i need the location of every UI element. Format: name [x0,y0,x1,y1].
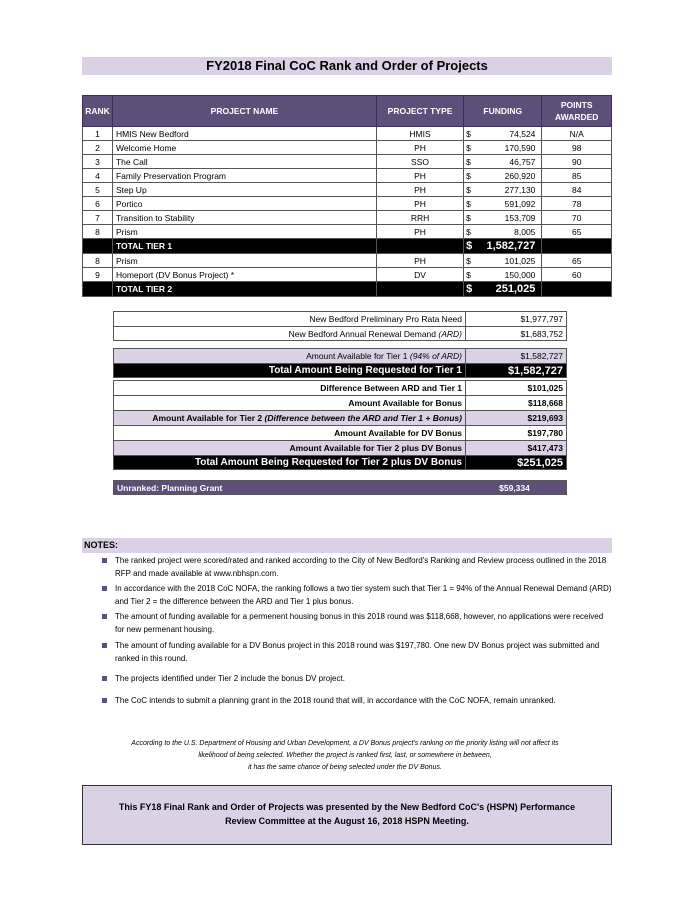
tier1-total-row [83,239,612,254]
bullet-icon [102,676,107,681]
page-title: FY2018 Final CoC Rank and Order of Projects [82,57,612,75]
rank-cell: 3 [83,155,113,169]
project-type-cell: PH [376,141,463,155]
pro-rata-summary [113,311,567,341]
project-type-cell: PH [376,254,463,268]
difference-value: $101,025 [527,383,563,393]
note-item: The projects identified under Tier 2 include the bonus DV project. [102,672,612,685]
funding-cell: 591,092 [478,197,542,211]
project-name-cell: Homeport (DV Bonus Project) * [112,268,376,282]
funding-cell: 46,757 [478,155,542,169]
tier2-available-label: Amount Available for Tier 2 (Difference between the ARD and Tier 1 + Bonus) [114,411,466,425]
rank-cell: 6 [83,197,113,211]
funding-dollar-cell: $ [464,141,478,155]
project-type-cell: RRH [376,211,463,225]
unranked-summary [113,480,567,495]
unranked-label: Unranked: Planning Grant [114,481,466,494]
difference-row [113,380,567,395]
dv-bonus-value: $197,780 [527,428,563,438]
tier1-available-row [113,348,567,363]
funding-dollar-cell: $ [464,211,478,225]
table-row [83,254,612,268]
tier2-total-row [83,282,612,297]
project-type-cell: HMIS [376,127,463,141]
points-cell: 84 [542,183,612,197]
funding-dollar-cell: $ [464,254,478,268]
tier1-total-funding: 1,582,727 [478,239,542,254]
rank-cell: 5 [83,183,113,197]
points-cell: N/A [542,127,612,141]
header-project-name: PROJECT NAME [112,96,376,127]
final-statement: This FY18 Final Rank and Order of Projects was presented by the New Bedford CoC's (HSPN) Performance Review Committee at the August 16, 2018 HSPN Meeting. [82,785,612,845]
points-cell: 78 [542,197,612,211]
table-row [83,197,612,211]
project-name-cell: Welcome Home [112,141,376,155]
funding-dollar-cell: $ [464,268,478,282]
ard-value: $1,683,752 [520,329,563,339]
project-type-cell: PH [376,225,463,239]
bullet-icon [102,558,107,563]
tier2-plus-dv-value: $417,473 [527,443,563,453]
pro-rata-need-label: New Bedford Preliminary Pro Rata Need [114,312,466,326]
tier2-requested-value: $251,025 [517,457,563,469]
dv-bonus-label: Amount Available for DV Bonus [114,426,466,440]
project-type-cell: PH [376,169,463,183]
pro-rata-need-row [113,311,567,326]
project-name-cell: The Call [112,155,376,169]
project-type-cell: PH [376,183,463,197]
tier2-plus-dv-label: Amount Available for Tier 2 plus DV Bonus [114,441,466,455]
note-item: The CoC intends to submit a planning grant in the 2018 round that will, in accordance with the CoC NOFA, remain unranked. [102,694,612,707]
points-cell: 85 [542,169,612,183]
bonus-summary [113,380,567,470]
funding-dollar-cell: $ [464,155,478,169]
funding-cell: 260,920 [478,169,542,183]
notes-heading: NOTES: [82,538,612,553]
rank-cell: 8 [83,225,113,239]
table-row [83,169,612,183]
project-type-cell: PH [376,197,463,211]
table-row [83,183,612,197]
rank-cell: 8 [83,254,113,268]
tier1-total-label: TOTAL TIER 1 [112,239,376,254]
tier2-available-value: $219,693 [527,413,563,423]
project-name-cell: Portico [112,197,376,211]
pro-rata-need-value: $1,977,797 [520,314,563,324]
tier1-total-dollar: $ [464,239,478,254]
note-item: In accordance with the 2018 CoC NOFA, the ranking follows a two tier system such that Tier 1 = 94% of the Annual Renewal Demand (ARD) and Tier 2 = the difference between the ARD and Tier 1 plus bonus. [102,582,612,608]
project-name-cell: Step Up [112,183,376,197]
tier1-requested-row [113,363,567,378]
table-row [83,155,612,169]
bonus-row [113,395,567,410]
tier1-requested-value: $1,582,727 [507,365,563,377]
note-item: The amount of funding available for a permenent housing bonus in this 2018 round was $118,668, however, no applications were received for new permenant housing. [102,610,612,636]
header-project-type: PROJECT TYPE [376,96,463,127]
funding-dollar-cell: $ [464,225,478,239]
bonus-label: Amount Available for Bonus [114,396,466,410]
rank-cell: 4 [83,169,113,183]
funding-cell: 150,000 [478,268,542,282]
points-cell: 70 [542,211,612,225]
funding-cell: 8,005 [478,225,542,239]
rank-table [82,95,612,297]
header-funding: FUNDING [464,96,542,127]
bullet-icon [102,586,107,591]
rank-cell: 2 [83,141,113,155]
ard-label: New Bedford Annual Renewal Demand (ARD) [114,327,466,340]
tier2-requested-label: Total Amount Being Requested for Tier 2 plus DV Bonus [114,456,466,469]
note-item: The ranked project were scored/rated and ranked according to the City of New Bedford's Ranking and Review process outlined in the 2018 RFP and made available at www.nbhspn.com. [102,554,612,580]
dv-bonus-footnote: According to the U.S. Department of Housing and Urban Development, a DV Bonus project's ranking on the priority listing will not affect its likelihood of being selected. Whether the project is ranked first, last, or somewhere in between, it has the same chance of being selected under the DV Bonus. [131,740,559,771]
project-name-cell: Prism [112,254,376,268]
unranked-value: $59,334 [499,483,530,493]
project-name-cell: Transition to Stability [112,211,376,225]
funding-cell: 170,590 [478,141,542,155]
tier2-total-funding: 251,025 [478,282,542,297]
table-row [83,225,612,239]
unranked-row [113,480,567,495]
funding-dollar-cell: $ [464,127,478,141]
project-name-cell: HMIS New Bedford [112,127,376,141]
funding-dollar-cell: $ [464,197,478,211]
project-type-cell: SSO [376,155,463,169]
tier2-requested-row [113,455,567,470]
table-row [83,211,612,225]
tier1-available-value: $1,582,727 [520,351,563,361]
table-header [83,96,612,127]
rank-cell: 7 [83,211,113,225]
tier-summary [113,348,567,378]
tier1-rows [83,127,612,239]
ard-row [113,326,567,341]
funding-dollar-cell: $ [464,169,478,183]
bullet-icon [102,698,107,703]
bullet-icon [102,614,107,619]
rank-cell: 1 [83,127,113,141]
tier2-total-label: TOTAL TIER 2 [112,282,376,297]
project-name-cell: Family Preservation Program [112,169,376,183]
tier1-requested-label: Total Amount Being Requested for Tier 1 [114,364,466,377]
note-item: The amount of funding available for a DV Bonus project in this 2018 round was $197,780. One new DV Bonus project was submitted and ranked in this round. [102,639,612,665]
points-cell: 98 [542,141,612,155]
points-cell: 65 [542,225,612,239]
project-name-cell: Prism [112,225,376,239]
funding-dollar-cell: $ [464,183,478,197]
dv-bonus-row [113,425,567,440]
table-row [83,127,612,141]
table-row [83,141,612,155]
funding-cell: 277,130 [478,183,542,197]
tier2-plus-dv-row [113,440,567,455]
tier2-rows [83,254,612,282]
header-rank: RANK [83,96,113,127]
bullet-icon [102,643,107,648]
rank-cell: 9 [83,268,113,282]
points-cell: 90 [542,155,612,169]
project-type-cell: DV [376,268,463,282]
points-cell: 65 [542,254,612,268]
tier2-total-dollar: $ [464,282,478,297]
tier1-available-label: Amount Available for Tier 1 (94% of ARD) [114,349,466,363]
bonus-value: $118,668 [528,398,563,408]
difference-label: Difference Between ARD and Tier 1 [114,381,466,395]
header-points-awarded: POINTS AWARDED [542,96,612,127]
funding-cell: 101,025 [478,254,542,268]
funding-cell: 153,709 [478,211,542,225]
funding-cell: 74,524 [478,127,542,141]
table-row [83,268,612,282]
tier2-available-row [113,410,567,425]
points-cell: 60 [542,268,612,282]
